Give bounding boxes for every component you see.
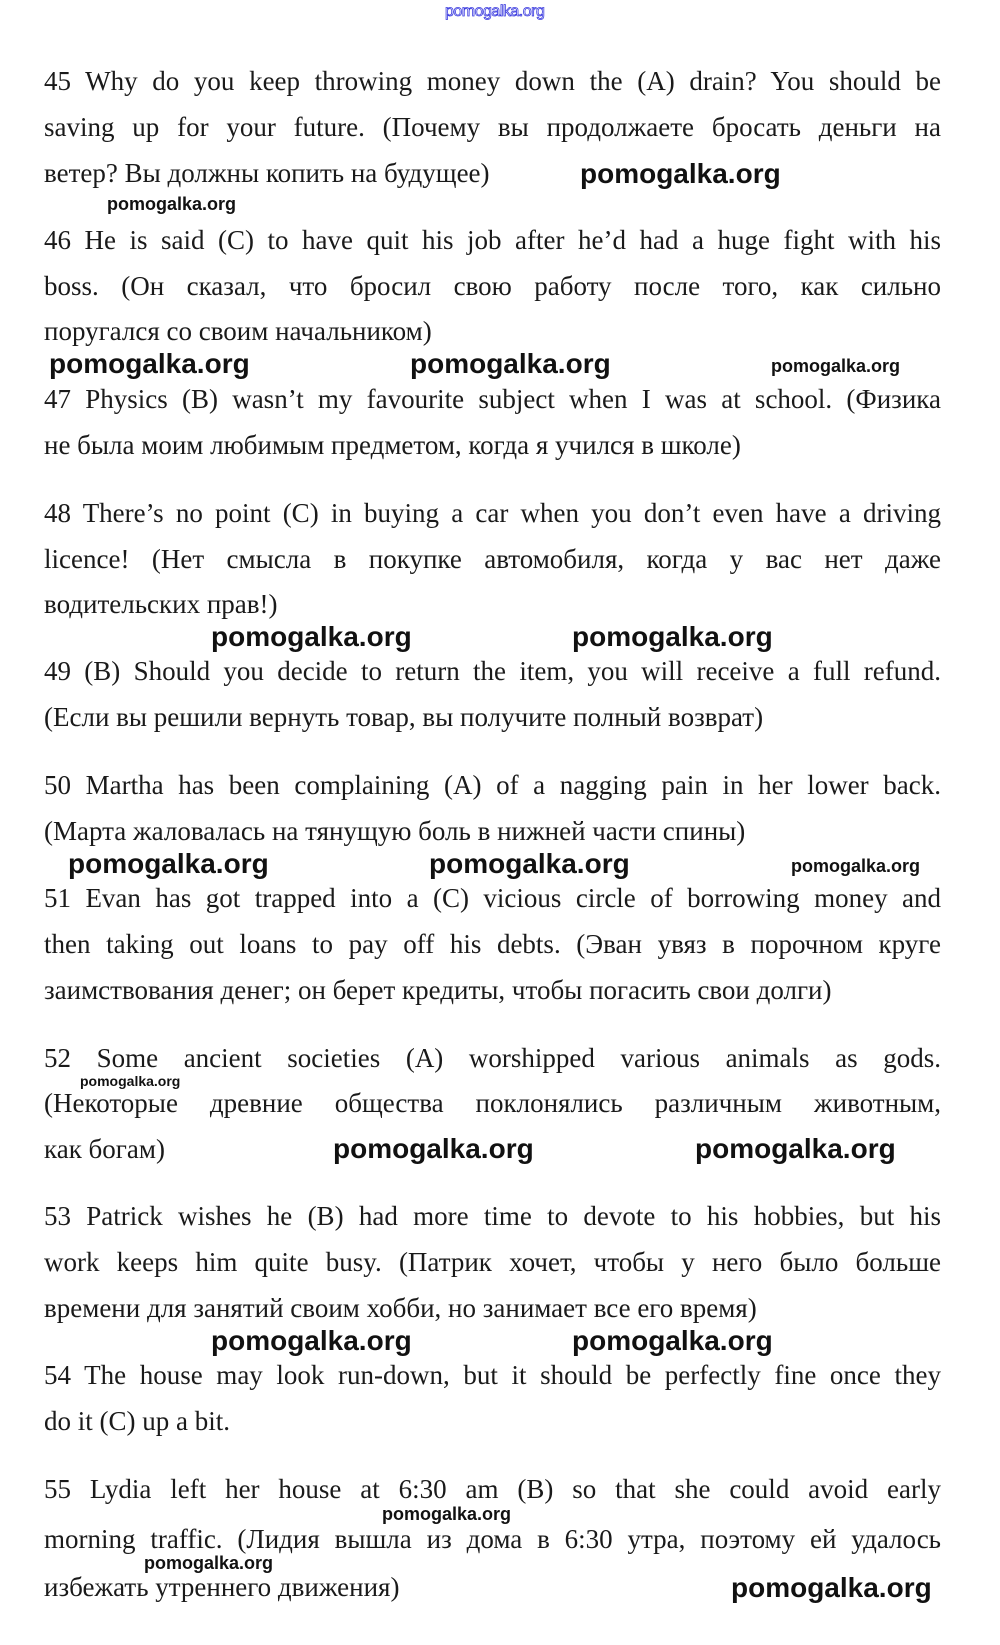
text-line: 49 (B) Should you decide to return the item, you will receive a full refund. <box>44 656 941 686</box>
watermark: pomogalka.org <box>49 348 250 379</box>
text-line: work keeps him quite busy. (Патрик хочет, чтобы у него было больше <box>44 1247 941 1277</box>
watermark: pomogalka.org <box>791 856 921 876</box>
text-line: поругался со своим начальником) <box>44 316 432 346</box>
text-line: 55 Lydia left her house at 6:30 am (B) so that she could avoid early <box>44 1474 941 1504</box>
text-line: 54 The house may look run-down, but it should be perfectly fine once they <box>44 1360 941 1390</box>
text-line: избежать утреннего движения) <box>44 1572 400 1602</box>
text-line: morning traffic. (Лидия вышла из дома в 6:30 утра, поэтому ей удалось <box>44 1524 941 1554</box>
watermark: pomogalka.org <box>572 1325 773 1356</box>
text-line: (Если вы решили вернуть товар, вы получите полный возврат) <box>44 702 764 732</box>
text-line: 47 Physics (B) wasn’t my favourite subject when I was at school. (Физика <box>44 384 941 414</box>
text-line: ветер? Вы должны копить на будущее) <box>44 158 490 188</box>
watermark: pomogalka.org <box>68 848 269 879</box>
watermark: pomogalka.org <box>580 158 781 189</box>
watermark: pomogalka.org <box>211 621 412 652</box>
watermark: pomogalka.org <box>731 1572 932 1603</box>
watermark: pomogalka.org <box>333 1133 534 1164</box>
watermark: pomogalka.org <box>382 1504 512 1524</box>
text-line: не была моим любимым предметом, когда я учился в школе) <box>44 430 741 460</box>
text-line: boss. (Он сказал, что бросил свою работу после того, как сильно <box>44 271 941 301</box>
watermark: pomogalka.org <box>80 1073 181 1089</box>
text-line: (Некоторые древние общества поклонялись различным животным, <box>44 1088 941 1118</box>
watermark: pomogalka.org <box>771 356 901 376</box>
text-line: водительских прав!) <box>44 589 278 619</box>
text-line: (Марта жаловалась на тянущую боль в нижней части спины) <box>44 816 746 846</box>
watermark: pomogalka.org <box>572 621 773 652</box>
text-line: licence! (Нет смысла в покупке автомобиля, когда у вас нет даже <box>44 544 941 574</box>
text-line: времени для занятий своим хобби, но занимает все его время) <box>44 1293 757 1323</box>
text-line: do it (C) up a bit. <box>44 1406 230 1436</box>
watermark: pomogalka.org <box>144 1553 274 1573</box>
text-line: 51 Evan has got trapped into a (C) vicious circle of borrowing money and <box>44 883 941 913</box>
text-line: 50 Martha has been complaining (A) of a nagging pain in her lower back. <box>44 770 941 800</box>
text-line: 53 Patrick wishes he (B) had more time to devote to his hobbies, but his <box>44 1201 941 1231</box>
watermark: pomogalka.org <box>429 848 630 879</box>
watermark: pomogalka.org <box>107 194 237 214</box>
text-line: заимствования денег; он берет кредиты, чтобы погасить свои долги) <box>44 975 832 1005</box>
text-line: 52 Some ancient societies (A) worshipped various animals as gods. <box>44 1043 941 1073</box>
text-line: saving up for your future. (Почему вы продолжаете бросать деньги на <box>44 112 941 142</box>
text-line: 46 He is said (C) to have quit his job after he’d had a huge fight with his <box>44 225 941 255</box>
text-line: 48 There’s no point (C) in buying a car when you don’t even have a driving <box>44 498 941 528</box>
header-watermark: pomogalka.org <box>445 3 545 20</box>
text-line: 45 Why do you keep throwing money down the (A) drain? You should be <box>44 66 941 96</box>
watermark: pomogalka.org <box>695 1133 896 1164</box>
watermark: pomogalka.org <box>410 348 611 379</box>
watermark: pomogalka.org <box>211 1325 412 1356</box>
text-line: как богам) <box>44 1134 165 1164</box>
text-line: then taking out loans to pay off his debts. (Эван увяз в порочном круге <box>44 929 941 959</box>
